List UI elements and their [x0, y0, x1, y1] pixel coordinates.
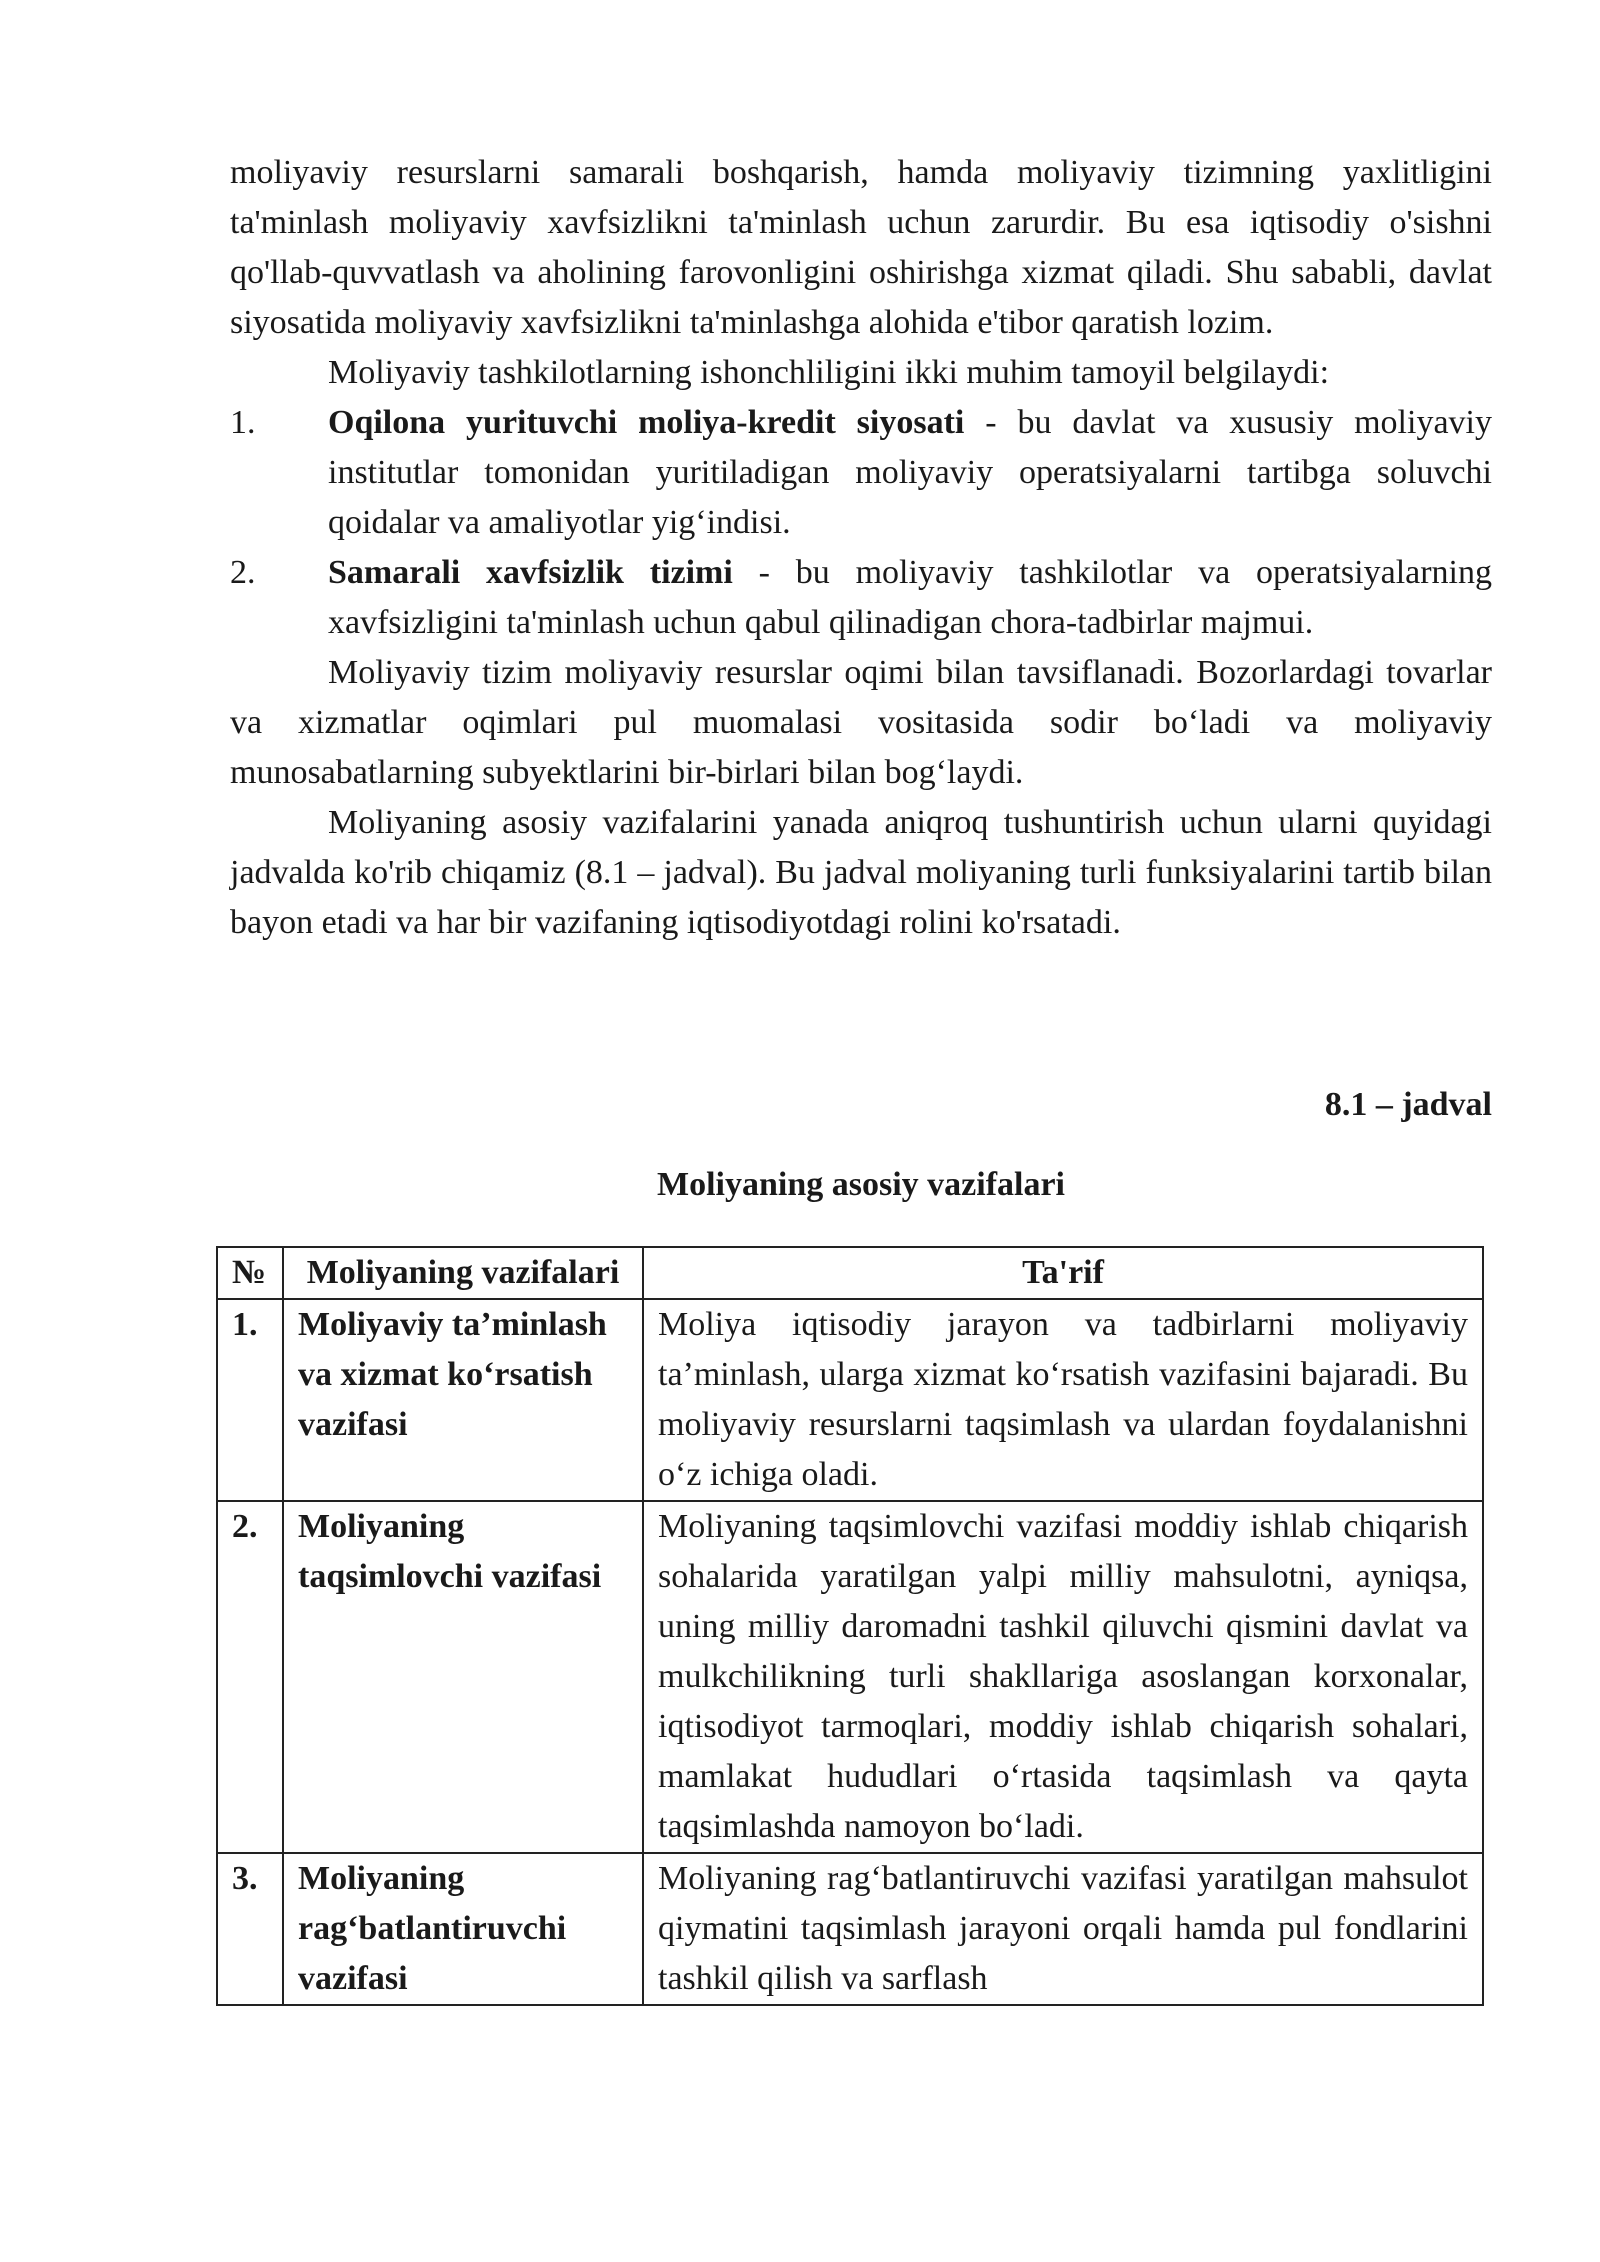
list-definition: - bu moliyaviy tashkilotlar va operatsiyalarning xavfsizligini ta'minlash uchun qabul qilinadigan chora-tadbirlar majmui. [328, 554, 1493, 641]
table-label: 8.1 – jadval [1324, 1086, 1492, 1123]
header-function: Moliyaning vazifalari [283, 1247, 643, 1299]
row-number: 2. [217, 1501, 283, 1853]
paragraph-4: Moliyaning asosiy vazifalarini yanada aniqroq tushuntirish uchun ularni quyidagi jadvalda ko'rib chiqamiz (8.1 – jadval). Bu jadval moliyaning turli funksiyalarini tartib bilan bayon etadi va har bir vazifaning iqtisodiyotdagi rolini ko'rsatadi. [230, 804, 1492, 941]
row-description: Moliyaning taqsimlovchi vazifasi moddiy ishlab chiqarish sohalarida yaratilgan yalpi milliy mahsulotni, ayniqsa, uning milliy daromadni tashkil qiluvchi qismini davlat va mulkchilikning turli shakllariga asoslangan korxonalar, iqtisodiyot tarmoqlari, moddiy ishlab chiqarish sohalari, mamlakat hududlari o‘rtasida taqsimlash va qayta taqsimlashda namoyon bo‘ladi. [643, 1501, 1483, 1853]
header-description: Ta'rif [643, 1247, 1483, 1299]
list-number: 1. [230, 404, 256, 441]
list-term: Oqilona yurituvchi moliya-kredit siyosati [328, 404, 965, 441]
table-title: Moliyaning asosiy vazifalari [657, 1166, 1065, 1203]
document-page [230, 148, 1493, 1997]
list-term: Samarali xavfsizlik tizimi [328, 554, 733, 591]
table-row [217, 1501, 1483, 1853]
table-header-row [217, 1247, 1483, 1299]
table-row [217, 1853, 1483, 2005]
row-number: 3. [217, 1853, 283, 2005]
row-function: Moliyaning taqsimlovchi vazifasi [283, 1501, 643, 1853]
table-row [217, 1299, 1483, 1501]
list-definition: - bu davlat va xususiy moliyaviy institutlar tomonidan yuritiladigan moliyaviy operatsiyalarni tartibga soluvchi qoidalar va amaliyotlar yig‘indisi. [328, 404, 1492, 541]
list-item-1 [230, 398, 1492, 548]
header-number: № [217, 1247, 283, 1299]
paragraph-2: Moliyaviy tashkilotlarning ishonchliligini ikki muhim tamoyil belgilaydi: [328, 354, 1330, 391]
list-item-2 [230, 548, 1492, 648]
list-number: 2. [230, 554, 256, 591]
functions-table [216, 1246, 1484, 2006]
row-description: Moliya iqtisodiy jarayon va tadbirlarni moliyaviy ta’minlash, ularga xizmat ko‘rsatish vazifasini bajaradi. Bu moliyaviy resurslarni taqsimlash va ulardan foydalanishni o‘z ichiga oladi. [643, 1299, 1483, 1501]
row-description: Moliyaning rag‘batlantiruvchi vazifasi yaratilgan mahsulot qiymatini taqsimlash jarayoni orqali hamda pul fondlarini tashkil qilish va sarflash [643, 1853, 1483, 2005]
row-number: 1. [217, 1299, 283, 1501]
paragraph-1: moliyaviy resurslarni samarali boshqarish, hamda moliyaviy tizimning yaxlitligini ta'minlash moliyaviy xavfsizlikni ta'minlash uchun zarurdir. Bu esa iqtisodiy o'sishni qo'llab-quvvatlash va aholining farovonligini oshirishga xizmat qiladi. Shu sababli, davlat siyosatida moliyaviy xavfsizlikni ta'minlashga alohida e'tibor qaratish lozim. [230, 154, 1492, 341]
paragraph-3: Moliyaviy tizim moliyaviy resurslar oqimi bilan tavsiflanadi. Bozorlardagi tovarlar va xizmatlar oqimlari pul muomalasi vositasida sodir bo‘ladi va moliyaviy munosabatlarning subyektlarini bir-birlari bilan bog‘laydi. [230, 654, 1492, 791]
row-function: Moliyaning rag‘batlantiruvchi vazifasi [283, 1853, 643, 2005]
row-function: Moliyaviy ta’minlash va xizmat ko‘rsatish vazifasi [283, 1299, 643, 1501]
